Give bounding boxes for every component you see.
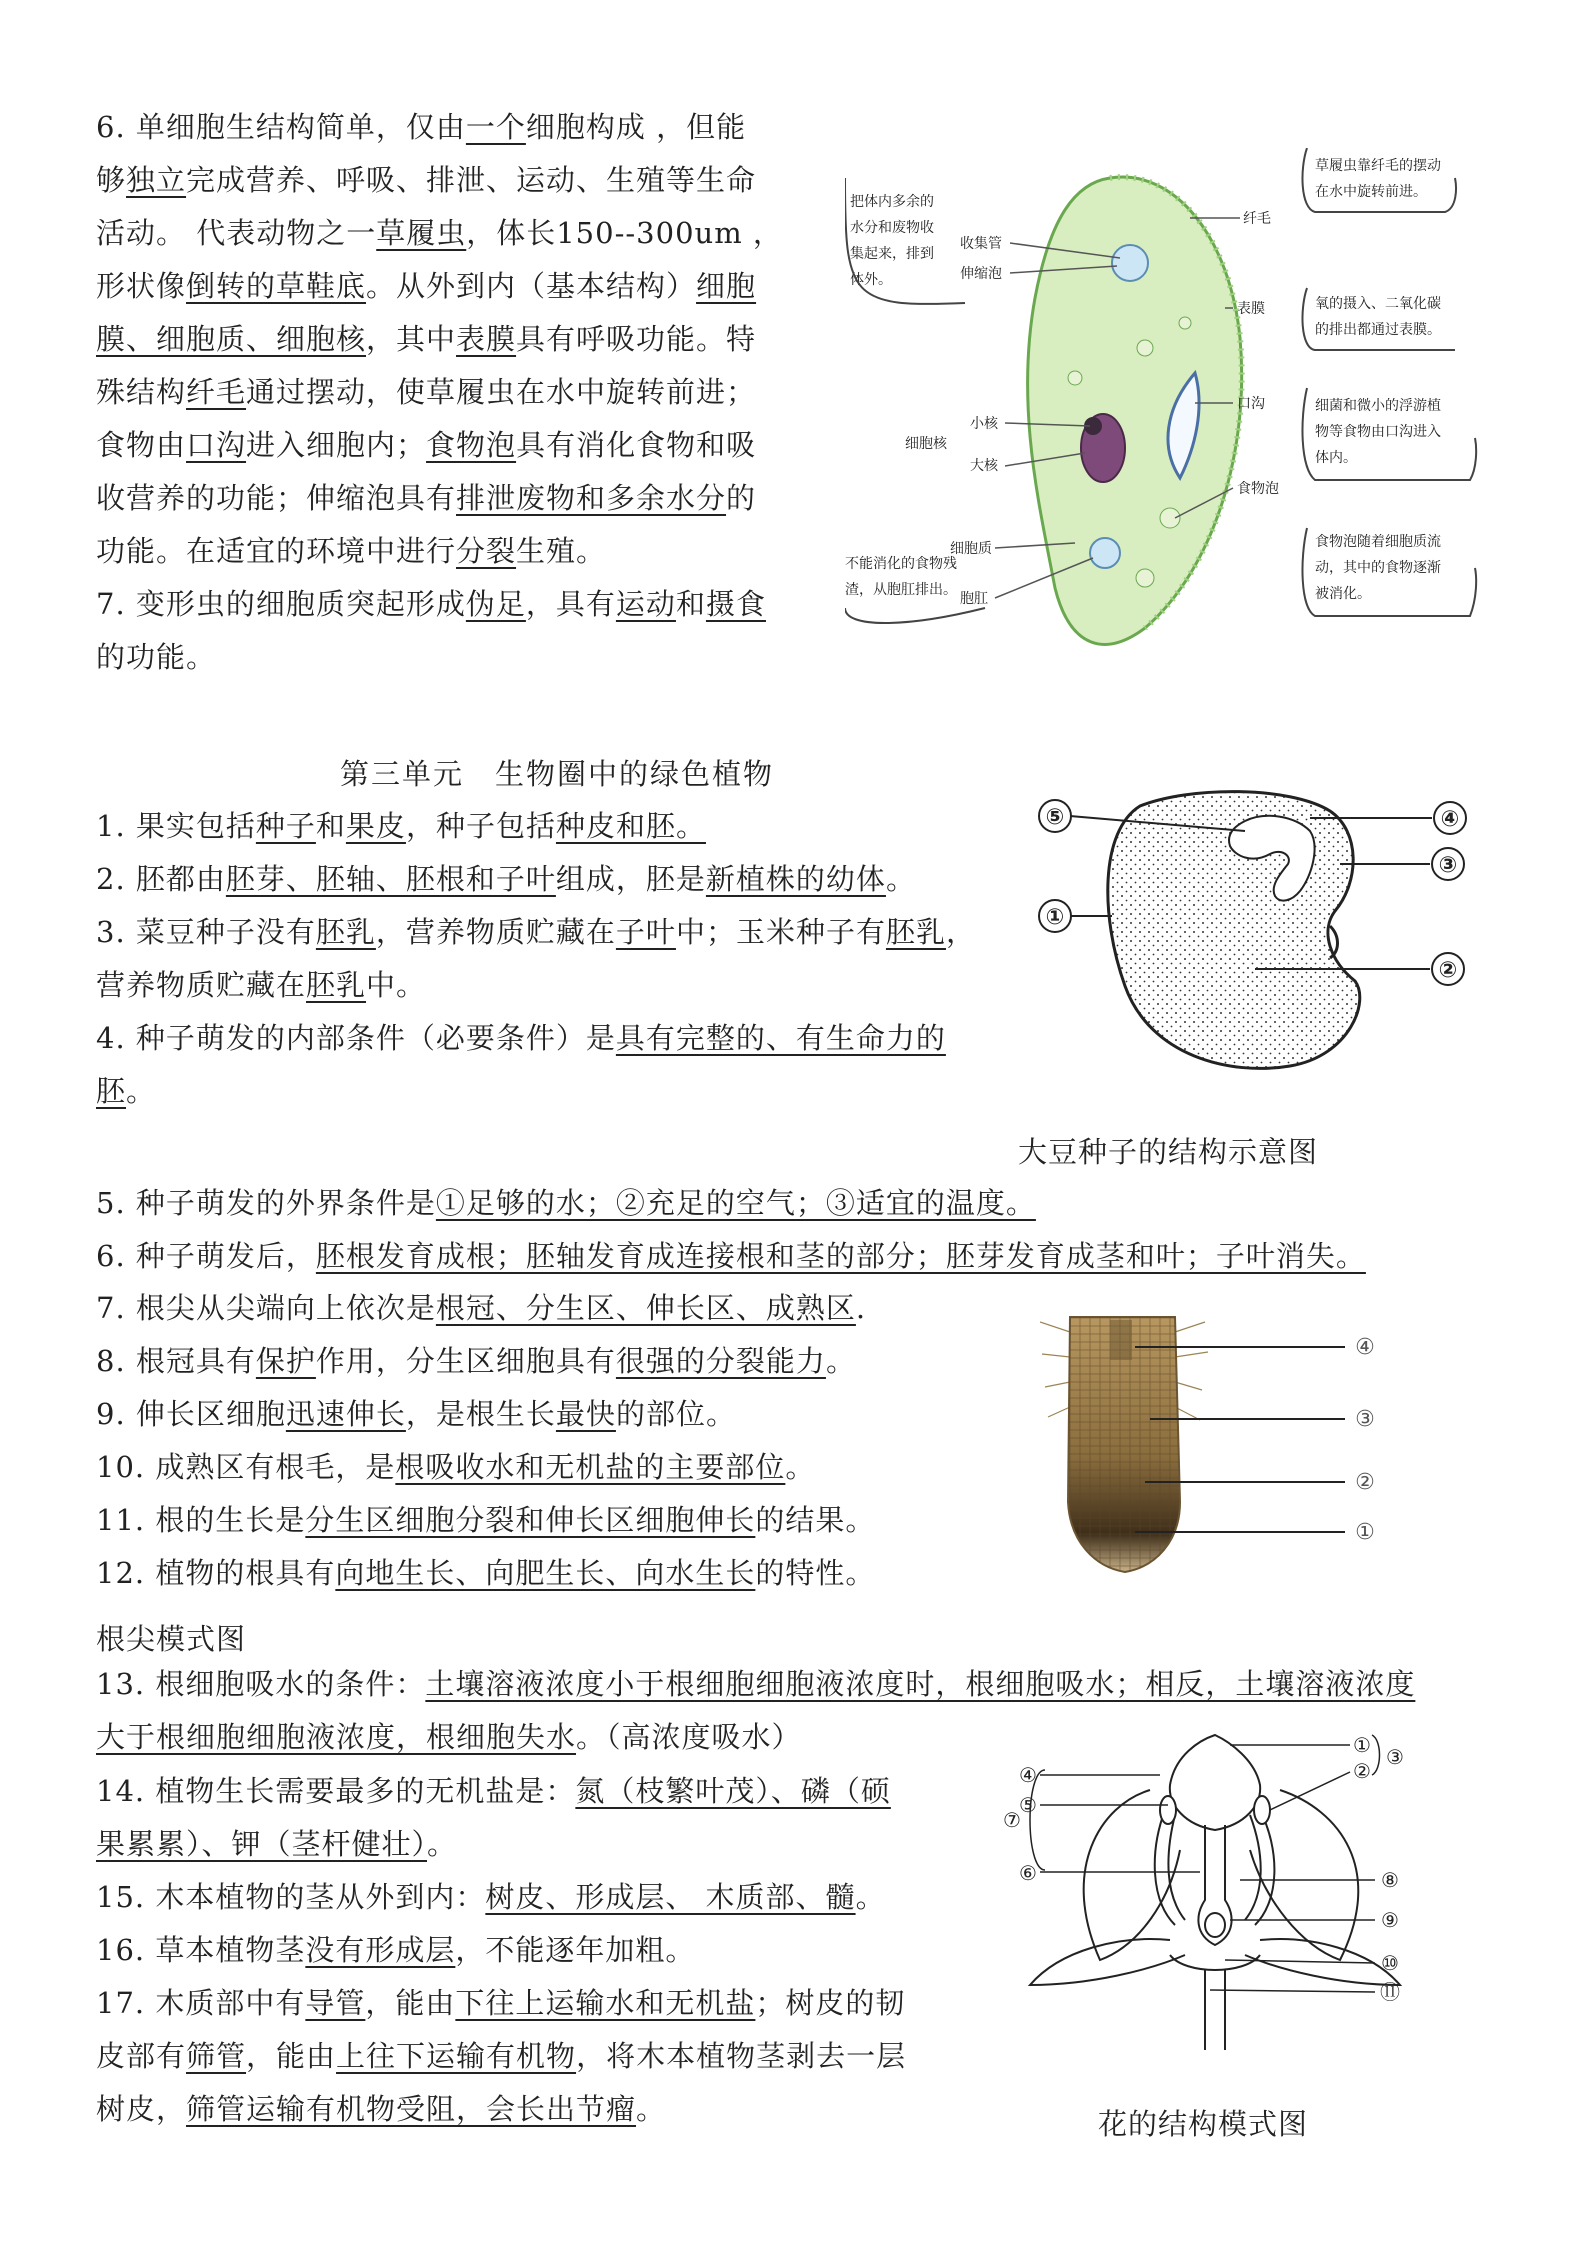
underlined-answer: 导管 xyxy=(305,1986,366,2020)
underlined-answer: 具有完整的、有生命力的 xyxy=(615,1021,946,1055)
text-line xyxy=(96,1282,875,1335)
text-segment: 17. 木质部中有 xyxy=(96,1986,306,2020)
text-line xyxy=(96,959,976,1012)
text-line xyxy=(96,419,783,472)
text-segment: ，将木本植物茎剥去一层 xyxy=(576,2039,907,2073)
text-line xyxy=(96,1494,875,1547)
text-segment: 够 xyxy=(96,163,127,197)
text-segment: 。 xyxy=(855,1880,886,1914)
underlined-answer: 果累累）、钾（茎杆健壮） xyxy=(96,1827,428,1861)
text-segment: 。 xyxy=(825,1344,856,1378)
paramecium-right-note-line: 动，其中的食物逐渐 xyxy=(1315,560,1441,576)
paramecium-right-note-line: 在水中旋转前进。 xyxy=(1315,184,1427,200)
text-segment: 16. 草本植物茎 xyxy=(96,1933,306,1967)
soybean-label-4: ④ xyxy=(1440,807,1460,832)
underlined-answer: 土壤溶液浓度小于根细胞细胞液浓度时，根细胞吸水；相反，土壤溶液浓度 xyxy=(425,1667,1416,1701)
paramecium-right-note-line: 被消化。 xyxy=(1315,586,1371,602)
text-segment: ，具有 xyxy=(525,587,616,621)
text-line xyxy=(96,1658,1415,1711)
text-segment: 通过摆动，使草履虫在水中旋转前进； xyxy=(246,375,757,409)
flower-figure xyxy=(1000,1730,1460,2060)
text-segment: 和 xyxy=(315,809,346,843)
soybean-label-3: ③ xyxy=(1438,853,1458,878)
soybean-caption: 大豆种子的结构示意图 xyxy=(1018,1135,1319,1169)
text-segment: 7. 变形虫的细胞质突起形成 xyxy=(96,587,466,621)
label-micronucleus: 小核 xyxy=(970,416,998,432)
text-segment: ，不能逐年加粗。 xyxy=(455,1933,696,1967)
text-segment: 6. 单细胞生结构简单，仅由 xyxy=(96,110,466,144)
label-pellicle: 表膜 xyxy=(1237,301,1265,317)
flower-label-1: ① xyxy=(1353,1733,1371,1757)
underlined-answer: 胚 xyxy=(96,1074,127,1108)
text-line xyxy=(96,1012,976,1065)
text-segment: 。 xyxy=(126,1074,157,1108)
text-line xyxy=(96,1335,875,1388)
text-segment: 5. 种子萌发的外界条件是 xyxy=(96,1186,436,1220)
paramecium-left-note-line: 体外。 xyxy=(850,272,892,288)
label-food-vacuole: 食物泡 xyxy=(1237,481,1279,497)
paramecium-right-note-line: 草履虫靠纤毛的摆动 xyxy=(1315,158,1441,174)
underlined-answer: 口沟 xyxy=(186,428,247,462)
text-segment: 营养物质贮藏在 xyxy=(96,968,307,1002)
text-segment: 3. 菜豆种子没有 xyxy=(96,915,316,949)
text-segment: 的 xyxy=(726,481,757,515)
underlined-answer: 最快 xyxy=(555,1397,616,1431)
text-line xyxy=(96,853,976,906)
text-segment: ；树皮的韧 xyxy=(755,1986,906,2020)
text-segment: 活动。 代表动物之一 xyxy=(96,216,377,250)
flower-label-11: ⑪ xyxy=(1380,1980,1400,2004)
text-segment: 。从外到内（基本结构） xyxy=(366,269,697,303)
flower-label-10: ⑩ xyxy=(1381,1951,1399,1975)
section-paramecium xyxy=(96,101,783,684)
flower-caption: 花的结构模式图 xyxy=(1098,2107,1309,2141)
text-line xyxy=(96,800,976,853)
root-label-4: ④ xyxy=(1355,1335,1375,1360)
section-stem xyxy=(96,1765,906,2136)
underlined-answer: 迅速伸长 xyxy=(285,1397,406,1431)
flower-label-5: ⑤ xyxy=(1019,1793,1037,1817)
text-segment: 中。 xyxy=(366,968,427,1002)
text-line xyxy=(96,472,783,525)
label-nucleus: 细胞核 xyxy=(905,436,947,452)
underlined-answer: 筛管 xyxy=(186,2039,247,2073)
text-segment: ， xyxy=(945,915,976,949)
label-contractile-vacuole: 伸缩泡 xyxy=(960,266,1002,282)
flower-label-2: ② xyxy=(1353,1759,1371,1783)
text-segment: 14. 植物生长需要最多的无机盐是： xyxy=(96,1774,576,1808)
underlined-answer: 种子 xyxy=(255,809,316,843)
label-anal-pore: 胞肛 xyxy=(960,591,988,607)
text-segment: 作用，分生区细胞具有 xyxy=(315,1344,616,1378)
root-label-2: ② xyxy=(1355,1470,1375,1495)
underlined-answer: 大于根细胞细胞液浓度，根细胞失水 xyxy=(96,1720,577,1754)
text-segment: 13. 根细胞吸水的条件： xyxy=(96,1667,426,1701)
paramecium-right-note-line: 食物泡随着细胞质流 xyxy=(1315,534,1441,550)
underlined-answer: 子叶 xyxy=(615,915,676,949)
text-segment: 的结果。 xyxy=(755,1503,876,1537)
underlined-answer: 胚根发育成根；胚轴发育成连接根和茎的部分；胚芽发育成茎和叶；子叶消失。 xyxy=(315,1239,1366,1273)
paramecium-left-note-line: 渣，从胞肛排出。 xyxy=(845,582,957,598)
text-line xyxy=(96,313,783,366)
label-cilia: 纤毛 xyxy=(1243,211,1271,227)
text-line xyxy=(96,1977,906,2030)
underlined-answer: 食物泡 xyxy=(426,428,517,462)
text-line xyxy=(96,1765,906,1818)
text-segment: 形状像 xyxy=(96,269,187,303)
underlined-answer: 没有形成层 xyxy=(305,1933,456,1967)
root-label-3: ③ xyxy=(1355,1407,1375,1432)
text-line xyxy=(96,1230,1366,1283)
text-line xyxy=(96,1065,976,1118)
label-macronucleus: 大核 xyxy=(970,458,998,474)
text-segment: 2. 胚都由 xyxy=(96,862,226,896)
underlined-answer: 筛管运输有机物受阻，会长出节瘤 xyxy=(186,2092,637,2126)
text-segment: 收营养的功能；伸缩泡具有 xyxy=(96,481,457,515)
text-segment: 食物由 xyxy=(96,428,187,462)
text-segment: 和 xyxy=(675,587,706,621)
unit-title: 第三单元 生物圈中的绿色植物 xyxy=(340,757,775,791)
flower-label-7: ⑦ xyxy=(1003,1808,1021,1832)
text-line xyxy=(96,1818,906,1871)
text-line xyxy=(96,525,783,578)
underlined-answer: 纤毛 xyxy=(186,375,247,409)
soybean-label-5: ⑤ xyxy=(1045,805,1065,830)
text-segment: 8. 根冠具有 xyxy=(96,1344,256,1378)
underlined-answer: 胚乳 xyxy=(315,915,376,949)
flower-label-4: ④ xyxy=(1019,1763,1037,1787)
underlined-answer: 运动 xyxy=(615,587,676,621)
text-line xyxy=(96,1388,875,1441)
text-segment: ，营养物质贮藏在 xyxy=(375,915,616,949)
underlined-answer: 独立 xyxy=(126,163,187,197)
underlined-answer: 上往下运输有机物 xyxy=(336,2039,577,2073)
underlined-answer: 膜、细胞质、细胞核 xyxy=(96,322,367,356)
underlined-answer: 摄食 xyxy=(705,587,766,621)
text-segment: 的部位。 xyxy=(615,1397,736,1431)
text-segment: 9. 伸长区细胞 xyxy=(96,1397,286,1431)
flower-label-6: ⑥ xyxy=(1019,1861,1037,1885)
paramecium-right-note-line: 的排出都通过表膜。 xyxy=(1315,322,1441,338)
text-segment: 。 xyxy=(636,2092,667,2126)
underlined-answer: 细胞 xyxy=(696,269,757,303)
paramecium-figure xyxy=(845,148,1485,658)
text-segment: 1. 果实包括 xyxy=(96,809,256,843)
text-line xyxy=(96,906,976,959)
text-line xyxy=(96,207,783,260)
root-tip-caption: 根尖模式图 xyxy=(96,1622,247,1656)
text-line xyxy=(96,578,783,631)
text-segment: 。 xyxy=(785,1450,816,1484)
soybean-label-1: ① xyxy=(1045,905,1065,930)
underlined-answer: 胚乳 xyxy=(885,915,946,949)
label-cytoplasm: 细胞质 xyxy=(950,541,992,557)
underlined-answer: 胚芽、胚轴、胚根和子叶 xyxy=(225,862,556,896)
underlined-answer: ①足够的水；②充足的空气；③适宜的温度。 xyxy=(435,1186,1036,1220)
label-collecting-tube: 收集管 xyxy=(960,236,1002,252)
paramecium-right-note-line: 体内。 xyxy=(1315,450,1357,466)
underlined-answer: 表膜 xyxy=(456,322,517,356)
text-line xyxy=(96,366,783,419)
underlined-answer: 果皮 xyxy=(345,809,406,843)
text-line xyxy=(96,260,783,313)
underlined-answer: 根冠、分生区、伸长区、成熟区 xyxy=(435,1291,856,1325)
text-segment: 进入细胞内； xyxy=(246,428,427,462)
text-segment: 生殖。 xyxy=(516,534,607,568)
underlined-answer: 保护 xyxy=(255,1344,316,1378)
text-line xyxy=(96,1547,875,1600)
underlined-answer: 排泄废物和多余水分 xyxy=(456,481,727,515)
underlined-answer: 树皮、形成层、 木质部、髓 xyxy=(485,1880,856,1914)
text-segment: 15. 木本植物的茎从外到内： xyxy=(96,1880,486,1914)
text-line xyxy=(96,1871,906,1924)
flower-label-9: ⑨ xyxy=(1381,1908,1399,1932)
text-segment: 皮部有 xyxy=(96,2039,187,2073)
text-line xyxy=(96,2083,906,2136)
text-segment: 6. 种子萌发后， xyxy=(96,1239,316,1273)
underlined-answer: 分裂 xyxy=(456,534,517,568)
text-line xyxy=(96,631,783,684)
flower-label-3: ③ xyxy=(1386,1745,1404,1769)
text-segment: ，能由 xyxy=(365,1986,456,2020)
underlined-answer: 胚乳 xyxy=(306,968,367,1002)
text-segment: ，种子包括 xyxy=(405,809,556,843)
text-line xyxy=(96,1441,875,1494)
underlined-answer: 倒转的草鞋底 xyxy=(186,269,367,303)
text-segment: 4. 种子萌发的内部条件（必要条件）是 xyxy=(96,1021,616,1055)
text-line xyxy=(96,2030,906,2083)
underlined-answer: 很强的分裂能力 xyxy=(615,1344,826,1378)
text-segment: 10. 成熟区有根毛，是 xyxy=(96,1450,396,1484)
underlined-answer: 草履虫 xyxy=(376,216,467,250)
text-segment: 。（高浓度吸水） xyxy=(576,1720,802,1754)
underlined-answer: 下往上运输水和无机盐 xyxy=(455,1986,756,2020)
text-segment: 细胞构成 ，但能 xyxy=(525,110,747,144)
text-line xyxy=(96,1924,906,1977)
paramecium-right-note-line: 氧的摄入、二氧化碳 xyxy=(1315,296,1441,312)
text-segment: 功能。在适宜的环境中进行 xyxy=(96,534,457,568)
text-segment: 完成营养、呼吸、排泄、运动、生殖等生命 xyxy=(186,163,757,197)
underlined-answer: 向地生长、向肥生长、向水生长 xyxy=(335,1556,756,1590)
text-segment: 的功能。 xyxy=(96,640,217,674)
flower-label-8: ⑧ xyxy=(1381,1868,1399,1892)
text-segment: 的特性。 xyxy=(755,1556,876,1590)
paramecium-right-note-line: 细菌和微小的浮游植 xyxy=(1315,398,1441,414)
text-segment: 11. 根的生长是 xyxy=(96,1503,306,1537)
text-segment: 。 xyxy=(427,1827,458,1861)
underlined-answer: 新植株的幼体 xyxy=(705,862,886,896)
underlined-answer: 氮（枝繁叶茂）、磷（硕 xyxy=(575,1774,891,1808)
text-segment: 殊结构 xyxy=(96,375,187,409)
text-line xyxy=(96,154,783,207)
text-line xyxy=(96,1177,1366,1230)
paramecium-left-note-line: 水分和废物收 xyxy=(850,220,934,236)
text-segment: ，能由 xyxy=(246,2039,337,2073)
root-tip-figure xyxy=(1040,1302,1420,1587)
underlined-answer: 根吸收水和无机盐的主要部位 xyxy=(395,1450,786,1484)
underlined-answer: 分生区细胞分裂和伸长区细胞伸长 xyxy=(305,1503,756,1537)
text-segment: 12. 植物的根具有 xyxy=(96,1556,336,1590)
text-segment: ，是根生长 xyxy=(405,1397,556,1431)
text-segment: 树皮， xyxy=(96,2092,187,2126)
paramecium-left-note-line: 把体内多余的 xyxy=(850,194,934,210)
soybean-figure xyxy=(1030,786,1490,1076)
underlined-answer: 伪足 xyxy=(465,587,526,621)
text-segment: ，其中 xyxy=(366,322,457,356)
text-segment: 组成，胚是 xyxy=(555,862,706,896)
underlined-answer: 种皮和胚。 xyxy=(555,809,706,843)
text-segment: 。 xyxy=(885,862,916,896)
text-segment: 具有消化食物和吸 xyxy=(516,428,757,462)
section-seed xyxy=(96,800,976,1118)
section-germination xyxy=(96,1177,1366,1283)
paramecium-left-note-line: 不能消化的食物残 xyxy=(845,556,957,572)
soybean-label-2: ② xyxy=(1438,958,1458,983)
paramecium-right-note-line: 物等食物由口沟进入 xyxy=(1315,424,1441,440)
text-segment: 7. 根尖从尖端向上依次是 xyxy=(96,1291,436,1325)
text-line xyxy=(96,101,783,154)
text-segment: 中；玉米种子有 xyxy=(675,915,886,949)
text-segment: . xyxy=(855,1291,867,1325)
text-segment: 具有呼吸功能。特 xyxy=(516,322,757,356)
text-segment: ，体长150--300um ， xyxy=(466,216,783,250)
root-label-1: ① xyxy=(1355,1520,1375,1545)
section-root xyxy=(96,1282,875,1600)
underlined-answer: 一个 xyxy=(465,110,526,144)
label-oral-groove: 口沟 xyxy=(1237,396,1265,412)
paramecium-left-note-line: 集起来，排到 xyxy=(850,246,934,262)
